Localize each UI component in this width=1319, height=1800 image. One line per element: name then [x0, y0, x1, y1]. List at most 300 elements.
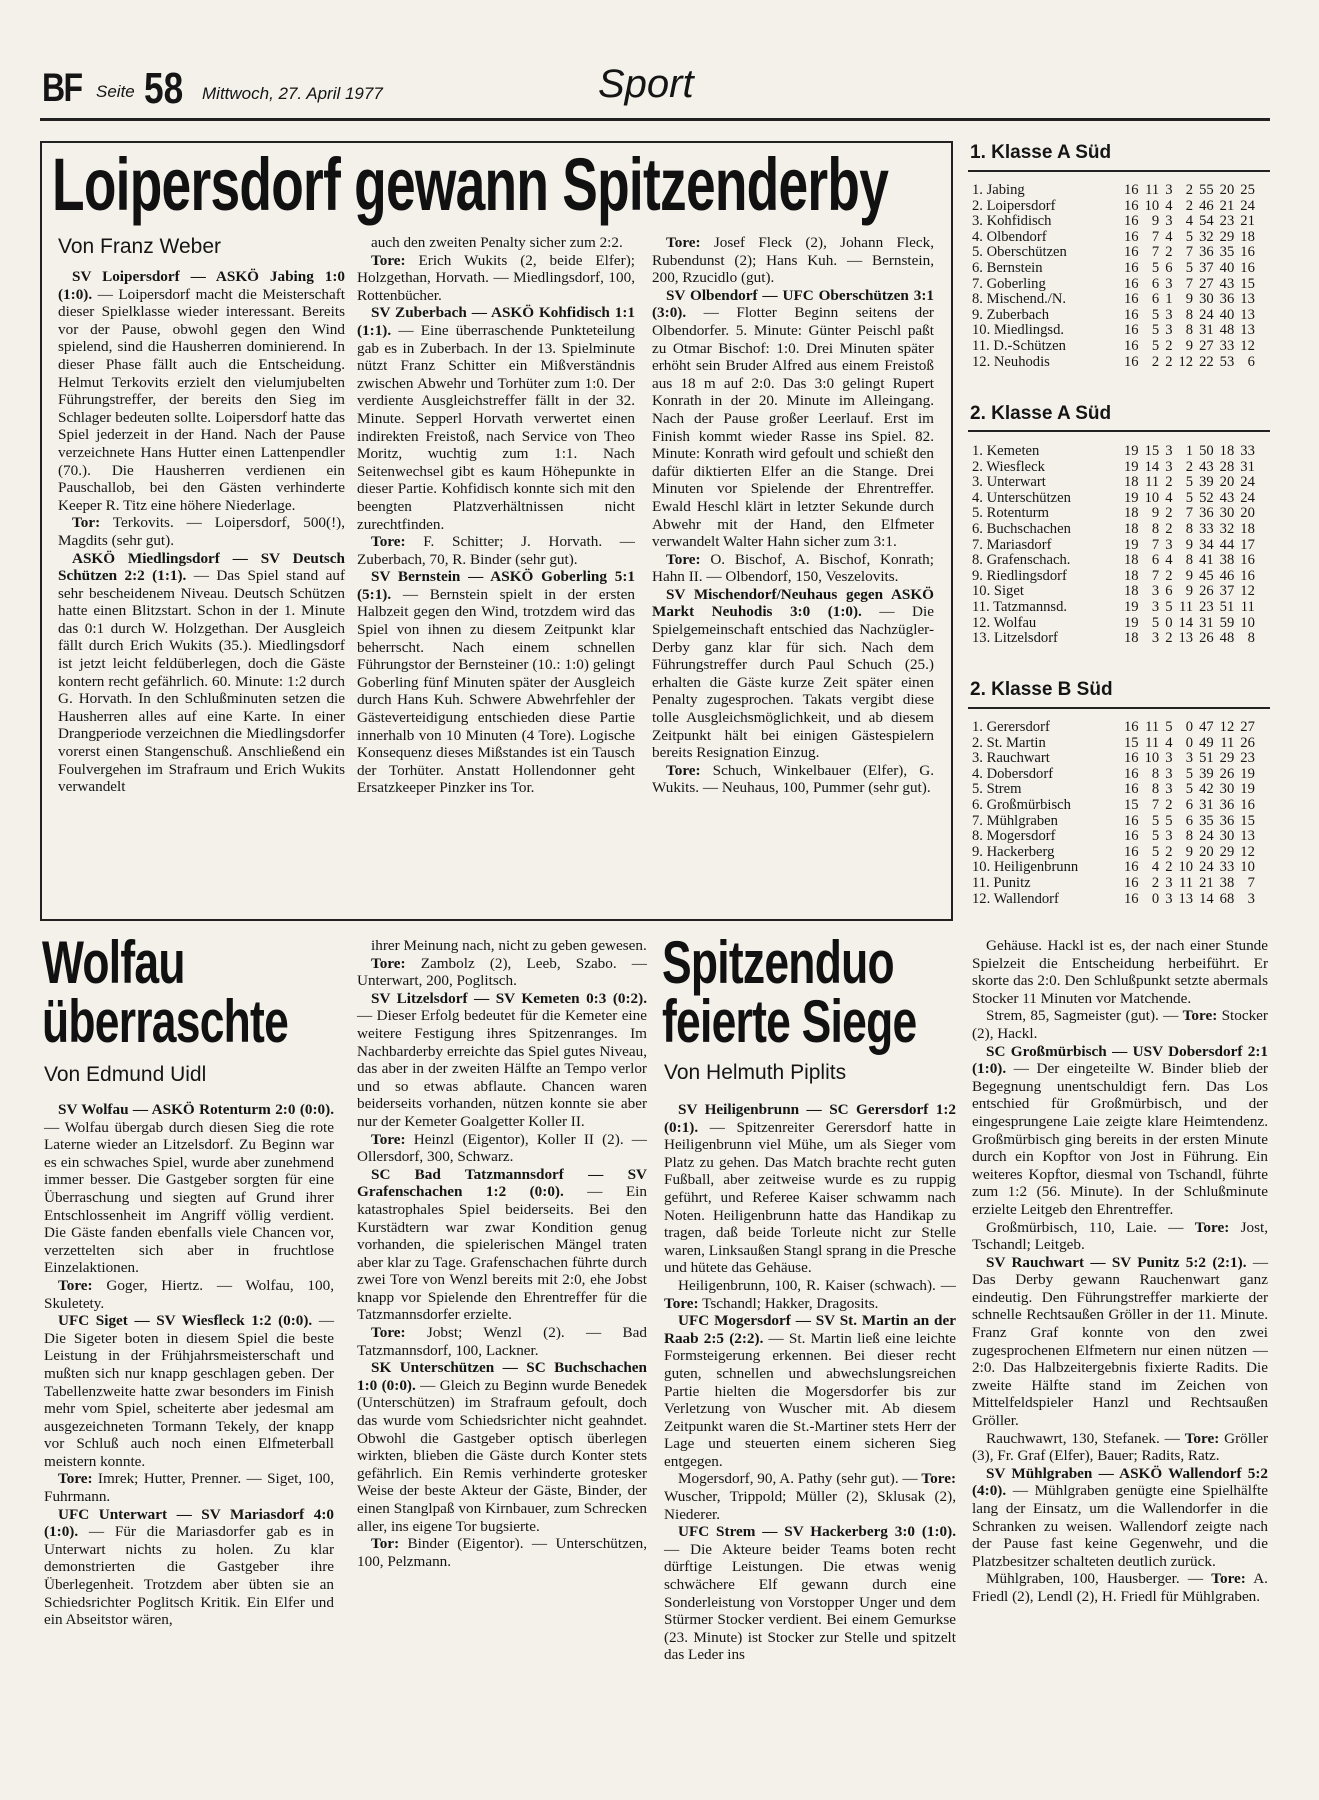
- team-name: 11. D.-Schützen: [972, 337, 1066, 354]
- stat-cell: 11: [1220, 734, 1235, 751]
- stat-cell: 27: [1199, 337, 1214, 354]
- stat-cell: 49: [1199, 734, 1214, 751]
- table-row: [972, 292, 1255, 308]
- stat-cell: 8: [1185, 306, 1194, 323]
- stat-cell: 2: [1165, 337, 1173, 354]
- stat-cell: 51: [1199, 750, 1214, 767]
- stat-cell: 4: [1165, 489, 1173, 506]
- paragraph: SC Großmürbisch — USV Dobersdorf 2:1 (1:0). — Der eingeteilte W. Binder blieb der Begegnung unentschuldigt fern. Das Los entschied für Großmürbisch, und der eingesprungene Laie zeigte klare Heimtendenz. Großmürbisch ging bereits in der ersten Minute durch ein Kopftor von Jost in Führung. Ein weiteres Kopftor, diesmal von Tschandl, führte zum 1:2 (56. Minute). In der Schlußminute erzielte Leitgeb den Ehrentreffer.: [972, 1042, 1268, 1218]
- stat-cell: 6: [1185, 796, 1194, 813]
- stat-cell: 10: [1144, 750, 1160, 767]
- article2-headline-line1: Wolfau: [42, 929, 185, 996]
- stat-cell: 4: [1151, 859, 1160, 876]
- stat-cell: 16: [1124, 197, 1139, 214]
- stat-cell: 10: [1240, 859, 1255, 876]
- stat-cell: 3: [1151, 583, 1160, 600]
- stat-cell: 46: [1199, 197, 1214, 214]
- stat-cell: 28: [1219, 458, 1235, 475]
- stat-cell: 13: [1178, 630, 1194, 647]
- stat-cell: 5: [1185, 228, 1194, 245]
- article2-headline: [42, 929, 289, 1055]
- stat-cell: 6: [1151, 275, 1160, 292]
- stat-cell: 45: [1199, 567, 1214, 584]
- article3-headline-line2: feierte Siege: [662, 987, 917, 1055]
- stat-cell: 2: [1165, 859, 1173, 876]
- stat-cell: 5: [1185, 474, 1194, 491]
- stat-cell: 11: [1179, 598, 1194, 615]
- stat-cell: 2: [1165, 505, 1173, 522]
- stat-cell: 39: [1199, 765, 1214, 782]
- paragraph: Großmürbisch, 110, Laie. — Tore: Jost, Tschandl; Leitgeb.: [972, 1218, 1269, 1254]
- stat-cell: 3: [1165, 306, 1173, 323]
- stat-cell: 2: [1165, 520, 1173, 537]
- team-name: 9. Riedlingsdorf: [972, 567, 1067, 584]
- stat-cell: 5: [1151, 259, 1160, 276]
- table-row: [972, 460, 1255, 476]
- stat-cell: 2: [1185, 197, 1194, 214]
- stat-cell: 24: [1199, 306, 1214, 323]
- stat-cell: 13: [1240, 828, 1255, 845]
- table-row: [972, 860, 1255, 876]
- stat-cell: 48: [1219, 630, 1235, 647]
- team-name: 1. Gerersdorf: [972, 719, 1050, 735]
- stat-cell: 22: [1199, 353, 1214, 370]
- stat-cell: 20: [1240, 505, 1255, 522]
- paragraph: Tore: Schuch, Winkelbauer (Elfer), G. Wukits. — Neuhaus, 100, Pummer (sehr gut).: [652, 761, 934, 797]
- paragraph: SV Bernstein — ASKÖ Goberling 5:1 (5:1). — Bernstein spielt in der ersten Halbzeit gegen den Wind, trotzdem wird das Spiel von ihnen zu diesem Zeitpunkt klar beherrscht. Nach einem schnellen Führungstor der Bernsteiner (10.: 1:0) gelingt Goberling fünf Minuten später der Ausgleich durch Hans Kuh. Schwere Abwehrfehler der Gästeverteidigung entschieden diese Partie innerhalb von 10 Minuten (4 Tore). Logische Konsequenz dieses Mißstandes ist ein Tausch der Torhüter. Anstatt Hollendonner geht Ersatzkeeper Pinzker ins Tor.: [357, 568, 635, 797]
- stat-cell: 14: [1199, 890, 1214, 907]
- table3-standings: [972, 720, 1255, 907]
- stat-cell: 37: [1219, 583, 1235, 600]
- stat-cell: 12: [1240, 583, 1255, 600]
- stat-cell: 15: [1124, 796, 1139, 813]
- stat-cell: 12: [1178, 353, 1194, 370]
- paragraph: Tore: Goger, Hiertz. — Wolfau, 100, Skuletety.: [44, 1276, 334, 1312]
- table-row: [972, 600, 1255, 616]
- stat-cell: 0: [1151, 890, 1160, 907]
- team-name: 5. Rotenturm: [972, 505, 1050, 522]
- stat-cell: 11: [1145, 182, 1160, 198]
- stat-cell: 26: [1199, 630, 1214, 647]
- stat-cell: 40: [1219, 306, 1235, 323]
- stat-cell: 51: [1219, 598, 1235, 615]
- stat-cell: 16: [1124, 828, 1139, 845]
- stat-cell: 2: [1165, 244, 1173, 261]
- stat-cell: 0: [1165, 614, 1173, 631]
- stat-cell: 19: [1124, 489, 1139, 506]
- stat-cell: 5: [1151, 337, 1160, 354]
- paragraph: Tore: O. Bischof, A. Bischof, Konrath; Hahn II. — Olbendorf, 150, Veszelovits.: [652, 550, 934, 586]
- stat-cell: 19: [1240, 781, 1255, 798]
- stat-cell: 13: [1240, 306, 1255, 323]
- stat-cell: 21: [1199, 874, 1214, 891]
- table-row: [972, 199, 1255, 215]
- stat-cell: 16: [1240, 259, 1255, 276]
- stat-cell: 2: [1151, 353, 1160, 370]
- stat-cell: 12: [1240, 337, 1255, 354]
- stat-cell: 1: [1185, 443, 1194, 459]
- stat-cell: 18: [1124, 505, 1139, 522]
- stat-cell: 3: [1151, 630, 1160, 647]
- paragraph: Rauchwawrt, 130, Stefanek. — Tore: Gröller (3), Fr. Graf (Elfer), Bauer; Radits, Ratz.: [972, 1429, 1268, 1465]
- stat-cell: 55: [1199, 182, 1214, 198]
- team-name: 4. Olbendorf: [972, 228, 1047, 245]
- paragraph: UFC Unterwart — SV Mariasdorf 4:0 (1:0). — Für die Mariasdorfer gab es in Unterwart nichts zu holen. Zu klar demonstrierten die Gastgeber ihre Überlegenheit. Trotzdem aber übten sie an Schiedsrichter Poglitsch Kritik. Ein Elfer und ein Abseitstor wären,: [44, 1505, 334, 1629]
- team-name: 3. Kohfidisch: [972, 213, 1052, 230]
- stat-cell: 16: [1240, 552, 1255, 569]
- stat-cell: 33: [1219, 337, 1235, 354]
- stat-cell: 20: [1219, 474, 1235, 491]
- team-name: 10. Miedlingsd.: [972, 322, 1065, 339]
- paragraph: Heiligenbrunn, 100, R. Kaiser (schwach). — Tore: Tschandl; Hakker, Dragosits.: [664, 1276, 956, 1312]
- stat-cell: 8: [1247, 630, 1255, 647]
- stat-cell: 3: [1165, 765, 1173, 782]
- team-name: 5. Oberschützen: [972, 244, 1067, 261]
- article3-col1: [664, 1101, 956, 1664]
- stat-cell: 68: [1219, 890, 1235, 907]
- stat-cell: 33: [1199, 520, 1214, 537]
- table-row: [972, 522, 1255, 538]
- seite-label: Seite: [96, 82, 135, 101]
- team-name: 4. Dobersdorf: [972, 765, 1054, 782]
- stat-cell: 5: [1151, 843, 1160, 860]
- paragraph: ASKÖ Miedlingsdorf — SV Deutsch Schützen 2:2 (1:1). — Das Spiel stand auf sehr bescheidenem Niveau. Deutsch Schützen hatte einen Blitzstart. Schon in der 1. Minute das 0:1 durch W. Holzgethan. Der Ausgleich fällt durch Erich Wukits (35.). Miedlingsdorf ist jetzt leicht feldüberlegen, doch die Gäste kontern recht gefährlich. 60. Minute: 1:2 durch G. Horvath. In den Schlußminuten setzen die Hausherren alles auf eine Karte. In einer Drangperiode verzeichnen die Miedlingsdorfer vorerst einen Stangenschuß. Anschließend ein Foulvergehen im Strafraum und Erich Wukits verwandelt: [58, 549, 345, 796]
- page-number: 58: [144, 64, 184, 113]
- stat-cell: 2: [1165, 796, 1173, 813]
- stat-cell: 43: [1199, 458, 1214, 475]
- stat-cell: 33: [1219, 859, 1235, 876]
- stat-cell: 4: [1165, 734, 1173, 751]
- stat-cell: 16: [1124, 337, 1139, 354]
- table3-rule: [968, 707, 1270, 709]
- table-row: [972, 245, 1255, 261]
- article2-col2: [357, 937, 647, 1570]
- table-row: [972, 736, 1255, 752]
- stat-cell: 5: [1165, 598, 1173, 615]
- article2-col1: [44, 1101, 334, 1629]
- stat-cell: 54: [1199, 213, 1214, 230]
- stat-cell: 9: [1185, 291, 1194, 308]
- stat-cell: 5: [1185, 781, 1194, 798]
- stat-cell: 26: [1240, 734, 1255, 751]
- stat-cell: 40: [1219, 259, 1235, 276]
- table-row: [972, 261, 1255, 277]
- stat-cell: 11: [1145, 719, 1160, 735]
- stat-cell: 4: [1185, 213, 1194, 230]
- stat-cell: 16: [1124, 291, 1139, 308]
- stat-cell: 3: [1165, 781, 1173, 798]
- table2-title: 2. Klasse A Süd: [970, 403, 1112, 424]
- stat-cell: 5: [1185, 489, 1194, 506]
- stat-cell: 3: [1165, 275, 1173, 292]
- team-name: 1. Kemeten: [972, 443, 1040, 459]
- stat-cell: 9: [1151, 213, 1160, 230]
- stat-cell: 52: [1199, 489, 1214, 506]
- stat-cell: 16: [1240, 244, 1255, 261]
- stat-cell: 6: [1247, 353, 1255, 370]
- stat-cell: 3: [1165, 750, 1173, 767]
- paragraph: SV Rauchwart — SV Punitz 5:2 (2:1). — Das Derby gewann Rauchenwart ganz eindeutig. Den Führungstreffer markierte der schnelle Rechtsaußen Gröller in der 11. Minute. Franz Graf konnte von den zwei zugesprochenen Elfmetern nur einen nützen — 2:0. Das Halbzeitergebnis fixierte Radits. Die zweite Hälfte stand im Zeichen von Mittelfeldspieler Hanzl und Rechtsaußen Gröller.: [972, 1253, 1268, 1430]
- stat-cell: 26: [1219, 765, 1235, 782]
- article1-col2: [357, 234, 635, 797]
- stat-cell: 18: [1124, 567, 1139, 584]
- stat-cell: 2: [1185, 182, 1194, 198]
- paragraph: UFC Mogersdorf — SV St. Martin an der Raab 2:5 (2:2). — St. Martin ließ eine leichte Formsteigerung erkennen. Bei dieser recht guten, schnellen und abwechslungsreichen Partie hielten die Mogersdorfer bis zur Verletzung von Wuscher mit. Ab diesem Zeitpunkt waren die St.-Martiner stets Herr der Lage und steuerten einem sicheren Sieg entgegen.: [664, 1312, 956, 1470]
- stat-cell: 53: [1219, 353, 1235, 370]
- issue-date: Mittwoch, 27. April 1977: [202, 84, 383, 103]
- team-name: 2. Loipersdorf: [972, 197, 1056, 214]
- stat-cell: 9: [1185, 567, 1194, 584]
- article1-byline: Von Franz Weber: [58, 235, 222, 258]
- paragraph: auch den zweiten Penalty sicher zum 2:2.: [371, 234, 623, 251]
- article1-col3: [652, 234, 934, 797]
- stat-cell: 47: [1199, 719, 1214, 735]
- stat-cell: 17: [1240, 536, 1255, 553]
- stat-cell: 18: [1240, 520, 1255, 537]
- stat-cell: 12: [1219, 719, 1235, 735]
- team-name: 5. Strem: [972, 781, 1022, 798]
- stat-cell: 29: [1219, 843, 1235, 860]
- stat-cell: 13: [1240, 291, 1255, 308]
- stat-cell: 1: [1165, 291, 1173, 308]
- stat-cell: 3: [1247, 890, 1255, 907]
- stat-cell: 42: [1199, 781, 1214, 798]
- stat-cell: 18: [1219, 443, 1235, 459]
- stat-cell: 5: [1185, 765, 1194, 782]
- stat-cell: 37: [1199, 259, 1214, 276]
- stat-cell: 38: [1219, 552, 1235, 569]
- stat-cell: 3: [1151, 598, 1160, 615]
- stat-cell: 3: [1165, 443, 1173, 459]
- stat-cell: 7: [1185, 244, 1194, 261]
- stat-cell: 7: [1151, 567, 1160, 584]
- stat-cell: 9: [1185, 843, 1194, 860]
- stat-cell: 23: [1240, 750, 1255, 767]
- team-name: 3. Unterwart: [972, 474, 1046, 491]
- team-name: 2. Wiesfleck: [972, 458, 1045, 475]
- team-name: 12. Wallendorf: [972, 890, 1059, 907]
- stat-cell: 16: [1124, 244, 1139, 261]
- table-row: [972, 569, 1255, 585]
- stat-cell: 16: [1240, 567, 1255, 584]
- paragraph: SV Mühlgraben — ASKÖ Wallendorf 5:2 (4:0). — Mühlgraben genügte eine Spielhälfte lang der Einsatz, um die Wallendorfer in die Schranken zu weisen. Wallendorf zeigte nach der Pause fast keine Gegenwehr, und die Platzbesitzer schalteten deutlich zurück.: [972, 1464, 1268, 1570]
- article2-byline: Von Edmund Uidl: [44, 1063, 207, 1086]
- stat-cell: 19: [1124, 536, 1139, 553]
- stat-cell: 36: [1219, 796, 1235, 813]
- team-name: 11. Punitz: [972, 874, 1031, 891]
- stat-cell: 11: [1240, 598, 1255, 615]
- table-row: [972, 323, 1255, 339]
- paragraph: SV Wolfau — ASKÖ Rotenturm 2:0 (0:0). — Wolfau übergab durch diesen Sieg die rote Laterne wieder an Litzelsdorf. Zu Beginn war es ein schwaches Spiel, wurde aber zunehmend immer besser. Die Gastgeber sorgten für eine Überraschung und siegten auf Grund ihrer Entschlossenheit im Angriff völlig verdient. Die Gäste fanden ebenfalls viele Chancen vor, verzettelten sich aber in fruchtlose Einzelaktionen.: [44, 1101, 334, 1277]
- stat-cell: 13: [1240, 322, 1255, 339]
- stat-cell: 15: [1240, 275, 1255, 292]
- paragraph: Tore: Josef Fleck (2), Johann Fleck, Rubendunst (2); Hans Kuh. — Bernstein, 200, Rzucidlo (gut).: [652, 234, 934, 287]
- stat-cell: 6: [1151, 552, 1160, 569]
- stat-cell: 5: [1165, 719, 1173, 735]
- stat-cell: 2: [1165, 567, 1173, 584]
- stat-cell: 2: [1165, 843, 1173, 860]
- stat-cell: 16: [1124, 750, 1139, 767]
- stat-cell: 10: [1144, 489, 1160, 506]
- paragraph: UFC Siget — SV Wiesfleck 1:2 (0:0). — Die Sigeter boten in diesem Spiel die beste Leistung in der Frühjahrsmeisterschaft und mußten sich nur knapp geschlagen geben. Der Tabellenzweite hatte zwar besonders im Finish mehr vom Spiel, scheiterte aber jedesmal am ausgezeichneten Tormann Tekely, der knapp vor Schluß auch noch einen Elfmeterball meistern konnte.: [44, 1312, 335, 1470]
- stat-cell: 16: [1124, 719, 1139, 735]
- stat-cell: 9: [1185, 536, 1194, 553]
- team-name: 8. Mischend./N.: [972, 291, 1067, 308]
- table-row: [972, 829, 1255, 845]
- stat-cell: 31: [1199, 796, 1214, 813]
- stat-cell: 2: [1165, 353, 1173, 370]
- stat-cell: 14: [1178, 614, 1194, 631]
- table-row: [972, 308, 1255, 324]
- table-row: [972, 214, 1255, 230]
- paragraph: SC Bad Tatzmannsdorf — SV Grafenschachen 1:2 (0:0). — Ein katastrophales Spiel beiderseits. Bei den Kurstädtern war zwar Kondition genug vorhanden, die spielerischen Mängel traten aber klar zu Tage. Grafenschachen führte durch zwei Tore von Wenzl bereits mit 2:0, ehe Jobst knapp vor Spielende den Ehrentreffer für die Tatzmannsdorfer erzielte.: [357, 1165, 647, 1324]
- stat-cell: 6: [1165, 583, 1173, 600]
- stat-cell: 16: [1124, 182, 1139, 198]
- stat-cell: 3: [1165, 322, 1173, 339]
- team-name: 13. Litzelsdorf: [972, 630, 1058, 647]
- team-name: 3. Rauchwart: [972, 750, 1050, 767]
- table-row: [972, 339, 1255, 355]
- stat-cell: 2: [1151, 874, 1160, 891]
- team-name: 10. Siget: [972, 583, 1024, 600]
- stat-cell: 9: [1185, 583, 1194, 600]
- stat-cell: 32: [1199, 228, 1214, 245]
- stat-cell: 19: [1124, 443, 1139, 459]
- stat-cell: 8: [1151, 520, 1160, 537]
- table1-rule: [968, 170, 1270, 172]
- stat-cell: 43: [1219, 275, 1235, 292]
- paper-logo: BF: [42, 66, 82, 110]
- stat-cell: 7: [1151, 244, 1160, 261]
- stat-cell: 35: [1199, 812, 1214, 829]
- stat-cell: 7: [1151, 228, 1160, 245]
- table-row: [972, 720, 1255, 736]
- stat-cell: 26: [1199, 583, 1214, 600]
- team-name: 7. Mühlgraben: [972, 812, 1058, 829]
- stat-cell: 16: [1124, 306, 1139, 323]
- stat-cell: 3: [1165, 458, 1173, 475]
- stat-cell: 8: [1185, 828, 1194, 845]
- team-name: 6. Buchschachen: [972, 520, 1071, 537]
- stat-cell: 16: [1240, 796, 1255, 813]
- team-name: 6. Bernstein: [972, 259, 1043, 276]
- stat-cell: 20: [1219, 182, 1235, 198]
- stat-cell: 19: [1124, 458, 1139, 475]
- stat-cell: 18: [1124, 552, 1139, 569]
- stat-cell: 21: [1219, 197, 1235, 214]
- stat-cell: 3: [1185, 750, 1194, 767]
- stat-cell: 3: [1165, 874, 1173, 891]
- stat-cell: 36: [1219, 291, 1235, 308]
- stat-cell: 7: [1151, 536, 1160, 553]
- stat-cell: 18: [1124, 474, 1139, 491]
- table-row: [972, 616, 1255, 632]
- stat-cell: 16: [1124, 353, 1139, 370]
- stat-cell: 8: [1151, 781, 1160, 798]
- team-name: 7. Goberling: [972, 275, 1046, 292]
- table-row: [972, 767, 1255, 783]
- stat-cell: 4: [1165, 228, 1173, 245]
- team-name: 12. Neuhodis: [972, 353, 1050, 370]
- table2-rule: [968, 430, 1270, 432]
- stat-cell: 7: [1185, 275, 1194, 292]
- stat-cell: 10: [1144, 197, 1160, 214]
- table-row: [972, 183, 1255, 199]
- stat-cell: 16: [1124, 874, 1139, 891]
- table-row: [972, 538, 1255, 554]
- stat-cell: 2: [1185, 458, 1194, 475]
- stat-cell: 32: [1219, 520, 1235, 537]
- paragraph: SV Loipersdorf — ASKÖ Jabing 1:0 (1:0). — Loipersdorf macht die Meisterschaft dieser Spielklasse wieder interessant. Bereits vor der Pause, obwohl gegen den Wind spielend, sind die Hausherren dominierend. In dieser Phase fällt auch die Entscheidung. Helmut Terkovits erzielt den vielumjubelten Führungstreffer, der bereits den Sieg im Schlager bedeuten sollte. Loipersdorf hatte das Spiel jederzeit in der Hand. Nach der Pause verzeichnete Hans Hutter einen Lattenpendler (70.). Die Hausherren verdienen ein Pauschallob, bei den Gästen verhinderte Keeper R. Titz eine höhere Niederlage.: [58, 268, 345, 514]
- stat-cell: 6: [1151, 291, 1160, 308]
- stat-cell: 2: [1165, 474, 1173, 491]
- stat-cell: 46: [1219, 567, 1235, 584]
- article1-col1: [58, 268, 345, 796]
- stat-cell: 8: [1185, 322, 1194, 339]
- stat-cell: 9: [1151, 505, 1160, 522]
- paragraph: Tore: Zambolz (2), Leeb, Szabo. — Unterwart, 200, Poglitsch.: [357, 954, 647, 990]
- stat-cell: 50: [1199, 443, 1214, 459]
- stat-cell: 38: [1219, 874, 1235, 891]
- team-name: 11. Tatzmannsd.: [972, 598, 1068, 615]
- stat-cell: 3: [1165, 182, 1173, 198]
- article3-byline: Von Helmuth Piplits: [664, 1061, 847, 1084]
- stat-cell: 18: [1124, 520, 1139, 537]
- stat-cell: 11: [1145, 734, 1160, 751]
- table-row: [972, 782, 1255, 798]
- table-row: [972, 491, 1255, 507]
- stat-cell: 16: [1124, 781, 1139, 798]
- stat-cell: 19: [1124, 598, 1139, 615]
- table1-standings: [972, 183, 1255, 370]
- article3-headline-line1: Spitzenduo: [662, 929, 894, 996]
- stat-cell: 15: [1144, 443, 1160, 459]
- stat-cell: 4: [1165, 197, 1173, 214]
- stat-cell: 44: [1219, 536, 1235, 553]
- stat-cell: 5: [1165, 812, 1173, 829]
- article3-col2: [972, 937, 1268, 1606]
- team-name: 8. Mogersdorf: [972, 828, 1056, 845]
- stat-cell: 5: [1151, 614, 1160, 631]
- stat-cell: 34: [1199, 536, 1214, 553]
- stat-cell: 10: [1178, 859, 1194, 876]
- stat-cell: 41: [1199, 552, 1214, 569]
- paragraph: Tore: Imrek; Hutter, Prenner. — Siget, 100, Fuhrmann.: [44, 1470, 334, 1506]
- paragraph: Tore: Erich Wukits (2, beide Elfer); Holzgethan, Horvath. — Miedlingsdorf, 100, Rottenbücher.: [357, 251, 635, 304]
- stat-cell: 25: [1240, 182, 1255, 198]
- stat-cell: 21: [1240, 213, 1255, 230]
- stat-cell: 31: [1240, 458, 1255, 475]
- stat-cell: 8: [1151, 765, 1160, 782]
- stat-cell: 24: [1240, 197, 1255, 214]
- article1-headline: Loipersdorf gewann Spitzenderby: [52, 143, 889, 226]
- stat-cell: 24: [1240, 474, 1255, 491]
- paragraph: Tor: Binder (Eigentor). — Unterschützen, 100, Pelzmann.: [357, 1535, 647, 1570]
- stat-cell: 5: [1151, 828, 1160, 845]
- paragraph: Strem, 85, Sagmeister (gut). — Tore: Stocker (2), Hackl.: [972, 1007, 1268, 1042]
- team-name: 1. Jabing: [972, 182, 1025, 198]
- table-row: [972, 355, 1255, 371]
- stat-cell: 6: [1185, 812, 1194, 829]
- stat-cell: 31: [1199, 322, 1214, 339]
- stat-cell: 16: [1124, 812, 1139, 829]
- stat-cell: 35: [1219, 244, 1235, 261]
- table-row: [972, 798, 1255, 814]
- paragraph: Mogersdorf, 90, A. Pathy (sehr gut). — Tore: Wuscher, Trippold; Müller (2), Sklusak (2), Niederer.: [664, 1470, 956, 1523]
- stat-cell: 33: [1240, 443, 1255, 459]
- stat-cell: 18: [1240, 228, 1255, 245]
- stat-cell: 29: [1219, 750, 1235, 767]
